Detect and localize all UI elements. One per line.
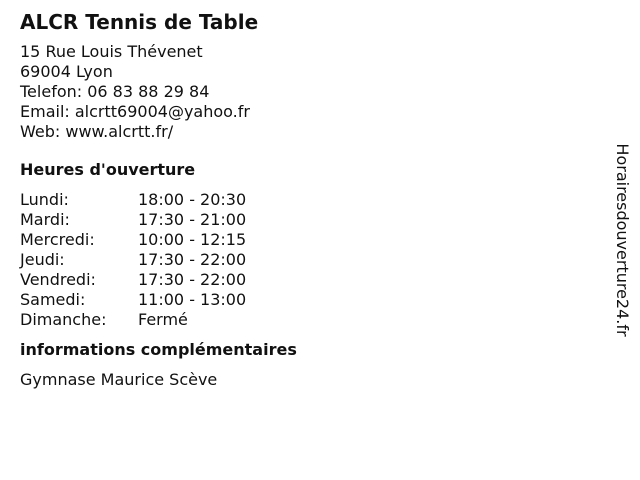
postal-city: 69004 Lyon (20, 62, 113, 81)
day-label: Lundi: (20, 190, 69, 209)
day-label: Vendredi: (20, 270, 96, 289)
hours-row (20, 270, 246, 290)
hours-row (20, 290, 246, 310)
website-line: Web: www.alcrtt.fr/ (20, 122, 174, 141)
hours-row (20, 250, 246, 270)
additional-info-text: Gymnase Maurice Scève (20, 370, 218, 389)
site-watermark: Horairesdouverture24.fr (613, 143, 632, 337)
time-range: 17:30 - 22:00 (138, 250, 247, 269)
day-label: Mardi: (20, 210, 70, 229)
additional-info-heading: informations complémentaires (20, 340, 297, 359)
email-line: Email: alcrtt69004@yahoo.fr (20, 102, 250, 121)
time-range: 17:30 - 22:00 (138, 270, 247, 289)
business-card (20, 10, 580, 390)
time-range: 18:00 - 20:30 (138, 190, 247, 209)
hours-row (20, 190, 246, 210)
day-label: Mercredi: (20, 230, 95, 249)
day-label: Jeudi: (20, 250, 65, 269)
time-range: 17:30 - 21:00 (138, 210, 247, 229)
time-range: 11:00 - 13:00 (138, 290, 247, 309)
street-address: 15 Rue Louis Thévenet (20, 42, 203, 61)
business-name: ALCR Tennis de Table (20, 10, 259, 34)
time-range: 10:00 - 12:15 (138, 230, 247, 249)
day-label: Dimanche: (20, 310, 107, 329)
day-label: Samedi: (20, 290, 86, 309)
opening-hours-table (20, 190, 246, 330)
hours-row (20, 310, 246, 330)
phone-line: Telefon: 06 83 88 29 84 (20, 82, 210, 101)
opening-hours-heading: Heures d'ouverture (20, 160, 196, 179)
hours-row (20, 210, 246, 230)
address-block (20, 42, 580, 142)
hours-row (20, 230, 246, 250)
time-range: Fermé (138, 310, 188, 329)
